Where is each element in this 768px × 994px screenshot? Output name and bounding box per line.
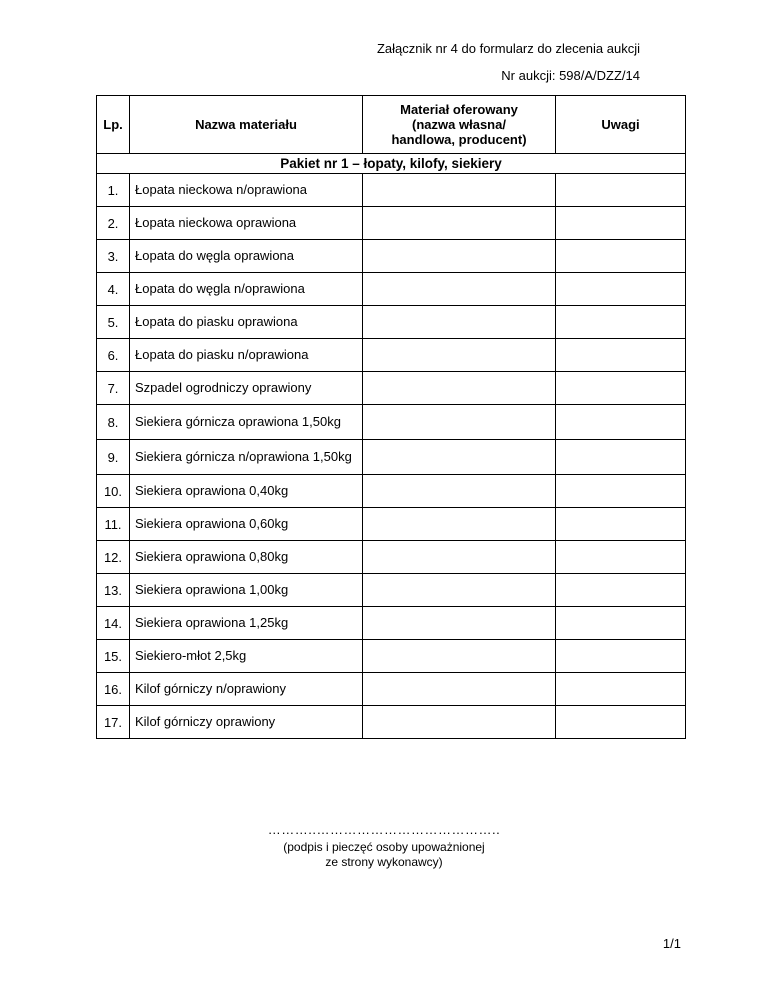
package-title: Pakiet nr 1 – łopaty, kilofy, siekiery: [97, 154, 686, 174]
page-number: 1/1: [662, 936, 681, 951]
auction-number: Nr aukcji: 598/A/DZZ/14: [501, 68, 640, 83]
cell-offered-material[interactable]: [363, 273, 556, 306]
cell-material-name: Siekiera oprawiona 0,40kg: [130, 475, 363, 508]
signature-caption-line2: ze strony wykonawcy): [325, 855, 443, 869]
cell-remarks[interactable]: [556, 541, 686, 574]
cell-material-name: Siekiera górnicza n/oprawiona 1,50kg: [130, 440, 363, 475]
table-row: [97, 240, 686, 273]
cell-material-name: Łopata nieckowa oprawiona: [130, 207, 363, 240]
offered-material-line: (nazwa własna/: [412, 117, 506, 132]
cell-remarks[interactable]: [556, 673, 686, 706]
materials-table: [96, 95, 686, 739]
attachment-title: Załącznik nr 4 do formularz do zlecenia aukcji: [376, 41, 640, 56]
cell-material-name: Siekiera oprawiona 0,60kg: [130, 508, 363, 541]
cell-offered-material[interactable]: [363, 673, 556, 706]
cell-remarks[interactable]: [556, 405, 686, 440]
cell-offered-material[interactable]: [363, 475, 556, 508]
cell-offered-material[interactable]: [363, 508, 556, 541]
table-row: [97, 273, 686, 306]
package-row: [97, 154, 686, 174]
col-header-remarks: Uwagi: [556, 96, 686, 154]
cell-material-name: Siekiera oprawiona 1,25kg: [130, 607, 363, 640]
cell-remarks[interactable]: [556, 640, 686, 673]
cell-material-name: Kilof górniczy oprawiony: [130, 706, 363, 739]
cell-offered-material[interactable]: [363, 306, 556, 339]
cell-material-name: Siekiera oprawiona 1,00kg: [130, 574, 363, 607]
cell-lp: 5.: [97, 306, 130, 339]
cell-lp: 17.: [97, 706, 130, 739]
table-row: [97, 440, 686, 475]
cell-material-name: Szpadel ogrodniczy oprawiony: [130, 372, 363, 405]
cell-lp: 8.: [97, 405, 130, 440]
cell-lp: 12.: [97, 541, 130, 574]
cell-remarks[interactable]: [556, 508, 686, 541]
cell-lp: 9.: [97, 440, 130, 475]
cell-lp: 6.: [97, 339, 130, 372]
cell-remarks[interactable]: [556, 440, 686, 475]
cell-lp: 1.: [97, 174, 130, 207]
table-row: [97, 339, 686, 372]
cell-material-name: Kilof górniczy n/oprawiony: [130, 673, 363, 706]
cell-lp: 13.: [97, 574, 130, 607]
cell-offered-material[interactable]: [363, 574, 556, 607]
cell-material-name: Łopata do węgla oprawiona: [130, 240, 363, 273]
cell-remarks[interactable]: [556, 607, 686, 640]
signature-line: ………..…………………………………..: [267, 822, 501, 837]
cell-lp: 14.: [97, 607, 130, 640]
cell-remarks[interactable]: [556, 706, 686, 739]
cell-remarks[interactable]: [556, 306, 686, 339]
table-row: [97, 207, 686, 240]
table-header-row: [97, 96, 686, 154]
table-row: [97, 306, 686, 339]
cell-material-name: Siekiera górnicza oprawiona 1,50kg: [130, 405, 363, 440]
cell-lp: 11.: [97, 508, 130, 541]
cell-offered-material[interactable]: [363, 607, 556, 640]
cell-lp: 10.: [97, 475, 130, 508]
offered-material-line: Materiał oferowany: [400, 102, 518, 117]
col-header-material-name: Nazwa materiału: [130, 96, 363, 154]
col-header-lp: Lp.: [97, 96, 130, 154]
table-row: [97, 673, 686, 706]
cell-offered-material[interactable]: [363, 706, 556, 739]
cell-material-name: Łopata do węgla n/oprawiona: [130, 273, 363, 306]
cell-material-name: Łopata do piasku oprawiona: [130, 306, 363, 339]
cell-remarks[interactable]: [556, 207, 686, 240]
table-row: [97, 405, 686, 440]
cell-material-name: Łopata nieckowa n/oprawiona: [130, 174, 363, 207]
cell-material-name: Łopata do piasku n/oprawiona: [130, 339, 363, 372]
cell-lp: 3.: [97, 240, 130, 273]
table-row: [97, 574, 686, 607]
cell-lp: 4.: [97, 273, 130, 306]
cell-remarks[interactable]: [556, 372, 686, 405]
cell-remarks[interactable]: [556, 475, 686, 508]
cell-offered-material[interactable]: [363, 174, 556, 207]
cell-lp: 16.: [97, 673, 130, 706]
cell-offered-material[interactable]: [363, 405, 556, 440]
table-row: [97, 508, 686, 541]
cell-remarks[interactable]: [556, 174, 686, 207]
table-row: [97, 640, 686, 673]
cell-offered-material[interactable]: [363, 339, 556, 372]
cell-remarks[interactable]: [556, 273, 686, 306]
table-row: [97, 475, 686, 508]
table-row: [97, 541, 686, 574]
cell-offered-material[interactable]: [363, 207, 556, 240]
cell-remarks[interactable]: [556, 339, 686, 372]
col-header-offered-material: [363, 96, 556, 154]
cell-offered-material[interactable]: [363, 440, 556, 475]
table-row: [97, 607, 686, 640]
cell-remarks[interactable]: [556, 240, 686, 273]
table-row: [97, 174, 686, 207]
cell-offered-material[interactable]: [363, 372, 556, 405]
cell-lp: 7.: [97, 372, 130, 405]
cell-offered-material[interactable]: [363, 240, 556, 273]
cell-lp: 15.: [97, 640, 130, 673]
cell-material-name: Siekiero-młot 2,5kg: [130, 640, 363, 673]
signature-caption-line1: (podpis i pieczęć osoby upoważnionej: [283, 840, 485, 854]
cell-offered-material[interactable]: [363, 541, 556, 574]
table-row: [97, 372, 686, 405]
offered-material-line: handlowa, producent): [391, 132, 527, 147]
cell-remarks[interactable]: [556, 574, 686, 607]
cell-offered-material[interactable]: [363, 640, 556, 673]
table-row: [97, 706, 686, 739]
cell-material-name: Siekiera oprawiona 0,80kg: [130, 541, 363, 574]
cell-lp: 2.: [97, 207, 130, 240]
